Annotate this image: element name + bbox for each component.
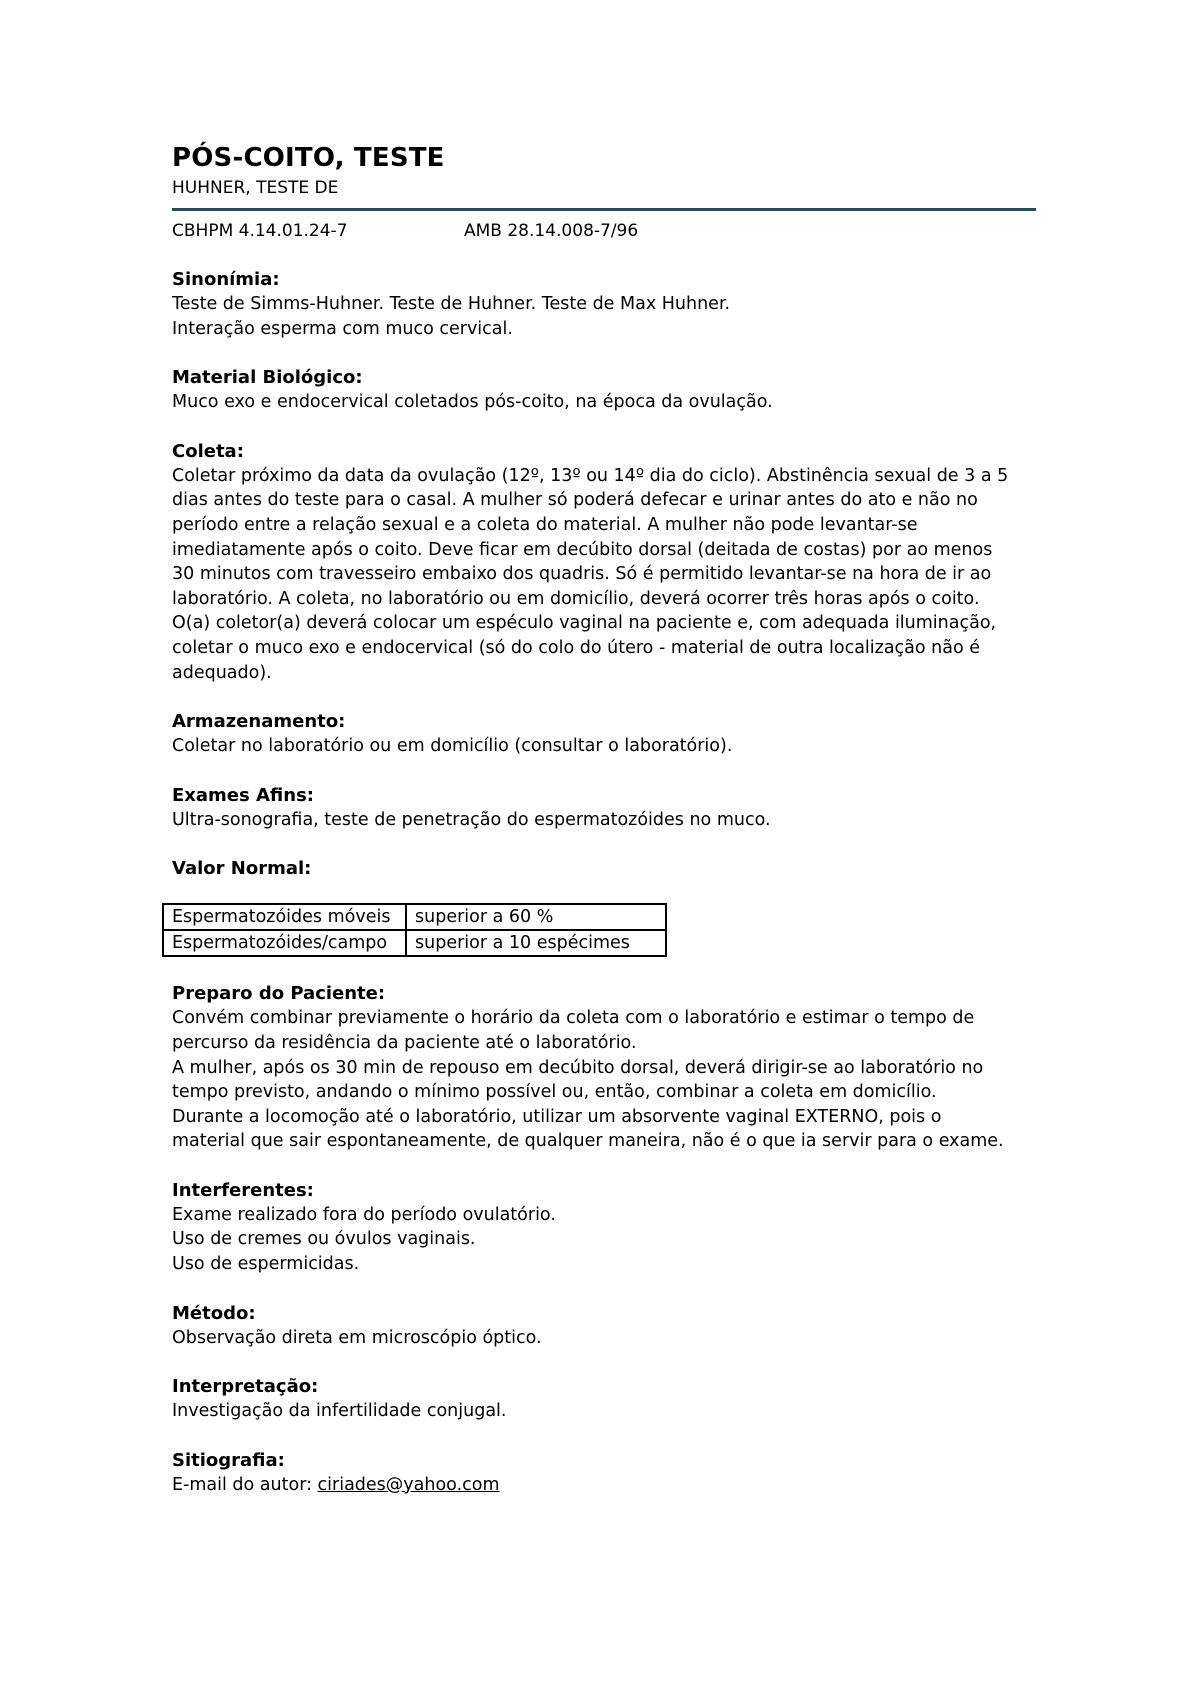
header-divider bbox=[172, 208, 1036, 211]
section-heading: Material Biológico: bbox=[172, 367, 363, 389]
section-armazenamento bbox=[172, 709, 1034, 759]
section-interferentes bbox=[172, 1178, 1034, 1277]
normal-values-table bbox=[162, 903, 667, 957]
section-line: material que sair espontaneamente, de qualquer maneira, não é o que ia servir para o exame. bbox=[172, 1131, 1004, 1152]
section-line: percurso da residência da paciente até o laboratório. bbox=[172, 1032, 637, 1053]
section-line: Uso de espermicidas. bbox=[172, 1254, 360, 1275]
table-cell: superior a 10 espécimes bbox=[406, 930, 666, 956]
page-title: PÓS-COITO, TESTE bbox=[172, 143, 445, 173]
section-preparo bbox=[172, 981, 1034, 1154]
section-line: A mulher, após os 30 min de repouso em decúbito dorsal, deverá dirigir-se ao laboratório no bbox=[172, 1057, 984, 1078]
section-heading: Exames Afins: bbox=[172, 784, 314, 806]
section-coleta bbox=[172, 439, 1034, 685]
section-line: Durante a locomoção até o laboratório, utilizar um absorvente vaginal EXTERNO, pois o bbox=[172, 1106, 942, 1127]
section-line: imediatamente após o coito. Deve ficar em decúbito dorsal (deitada de costas) por ao menos bbox=[172, 539, 993, 560]
section-exames-afins bbox=[172, 783, 1034, 833]
section-line: Uso de cremes ou óvulos vaginais. bbox=[172, 1229, 476, 1250]
section-line: período entre a relação sexual e a coleta do material. A mulher não pode levantar-se bbox=[172, 514, 918, 535]
section-line: Investigação da infertilidade conjugal. bbox=[172, 1401, 507, 1422]
procedure-codes bbox=[172, 219, 1034, 243]
section-sitiografia bbox=[172, 1448, 1034, 1498]
section-heading: Preparo do Paciente: bbox=[172, 983, 386, 1005]
table-cell: Espermatozóides/campo bbox=[163, 930, 406, 956]
section-line: Muco exo e endocervical coletados pós-coito, na época da ovulação. bbox=[172, 392, 773, 413]
section-material bbox=[172, 365, 1034, 415]
section-line: O(a) coletor(a) deverá colocar um espéculo vaginal na paciente e, com adequada iluminação, bbox=[172, 613, 997, 634]
section-line: Convém combinar previamente o horário da coleta com o laboratório e estimar o tempo de bbox=[172, 1008, 975, 1029]
page-subtitle: HUHNER, TESTE DE bbox=[172, 178, 339, 198]
section-line: Ultra-sonografia, teste de penetração do espermatozóides no muco. bbox=[172, 809, 771, 830]
section-heading: Interferentes: bbox=[172, 1179, 314, 1201]
author-email-link[interactable]: ciriades@yahoo.com bbox=[317, 1474, 500, 1495]
section-interpretacao bbox=[172, 1374, 1034, 1424]
amb-code: AMB 28.14.008-7/96 bbox=[464, 221, 639, 241]
section-heading: Sinonímia: bbox=[172, 269, 280, 290]
section-line: Coletar no laboratório ou em domicílio (consultar o laboratório). bbox=[172, 736, 733, 757]
section-heading: Interpretação: bbox=[172, 1376, 319, 1398]
section-heading: Método: bbox=[172, 1302, 256, 1324]
section-heading: Coleta: bbox=[172, 440, 244, 462]
section-line: tempo previsto, andando o mínimo possível ou, então, combinar a coleta em domicílio. bbox=[172, 1082, 937, 1103]
author-email-line bbox=[172, 1473, 1034, 1498]
table-cell: Espermatozóides móveis bbox=[163, 904, 406, 930]
table-row bbox=[163, 930, 666, 956]
section-heading: Armazenamento: bbox=[172, 711, 346, 733]
document-page bbox=[172, 140, 1034, 1497]
section-line: laboratório. A coleta, no laboratório ou em domicílio, deverá ocorrer três horas após o coito. bbox=[172, 588, 980, 609]
section-metodo bbox=[172, 1301, 1034, 1351]
table-row bbox=[163, 904, 666, 930]
section-line: coletar o muco exo e endocervical (só do colo do útero - material de outra localização não é bbox=[172, 637, 981, 658]
section-heading: Sitiografia: bbox=[172, 1449, 285, 1471]
section-line: Interação esperma com muco cervical. bbox=[172, 318, 513, 339]
cbhpm-code: CBHPM 4.14.01.24-7 bbox=[172, 221, 348, 241]
section-line: dias antes do teste para o casal. A mulher só poderá defecar e urinar antes do ato e não no bbox=[172, 490, 978, 511]
section-valor-normal bbox=[172, 856, 1034, 957]
section-line: Exame realizado fora do período ovulatório. bbox=[172, 1204, 556, 1225]
author-email-label: E-mail do autor: bbox=[172, 1474, 318, 1495]
section-sinonimia bbox=[172, 267, 1034, 341]
section-line: Teste de Simms-Huhner. Teste de Huhner. Teste de Max Huhner. bbox=[172, 294, 731, 314]
table-cell: superior a 60 % bbox=[406, 904, 666, 930]
section-heading: Valor Normal: bbox=[172, 858, 312, 880]
section-line: 30 minutos com travesseiro embaixo dos quadris. Só é permitido levantar-se na hora de ir ao bbox=[172, 564, 992, 585]
section-line: adequado). bbox=[172, 662, 272, 683]
section-line: Coletar próximo da data da ovulação (12º, 13º ou 14º dia do ciclo). Abstinência sexual de 3 a 5 bbox=[172, 465, 1009, 486]
section-line: Observação direta em microscópio óptico. bbox=[172, 1327, 542, 1348]
